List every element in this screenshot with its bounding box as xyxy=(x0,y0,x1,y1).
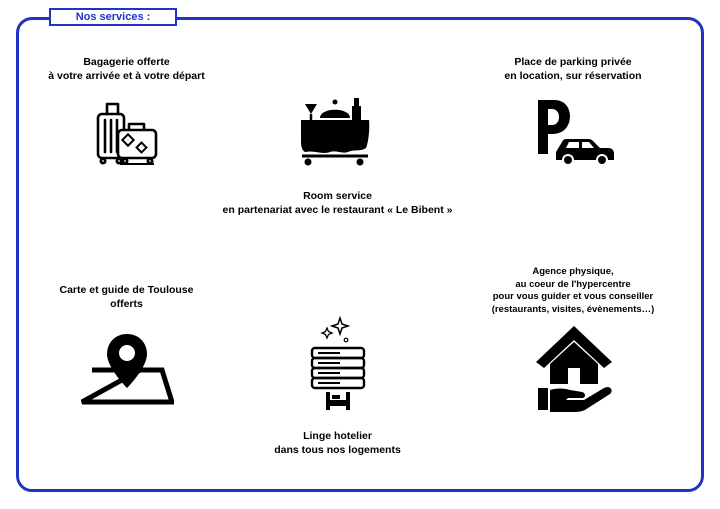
parking-title: Place de parking privée xyxy=(514,56,632,68)
luggage-title: Bagagerie offerte xyxy=(83,56,170,68)
agency-line2: au coeur de l'hypercentre xyxy=(515,278,631,290)
agency-line1: Agence physique, xyxy=(532,266,614,277)
luggage-subtitle: à votre arrivée et à votre départ xyxy=(48,69,205,82)
room-title: Room service xyxy=(303,190,372,202)
service-parking-label xyxy=(478,56,668,83)
linen-subtitle: dans tous nos logements xyxy=(274,443,401,456)
service-map-label xyxy=(34,284,219,311)
section-title: Nos services : xyxy=(49,8,177,26)
linen-bed-icon xyxy=(306,316,370,412)
service-agency-label xyxy=(458,266,688,316)
map-title: Carte et guide de Toulouse xyxy=(59,284,194,296)
luggage-icon xyxy=(92,100,160,166)
house-hand-icon xyxy=(534,322,614,414)
map-subtitle: offerts xyxy=(110,297,143,310)
service-linen-label xyxy=(245,430,430,457)
parking-subtitle: en location, sur réservation xyxy=(504,69,642,82)
services-frame xyxy=(16,17,704,492)
service-room-label xyxy=(205,190,470,217)
map-pin-icon xyxy=(80,330,174,406)
service-luggage-label xyxy=(34,56,219,83)
parking-car-icon xyxy=(536,98,616,168)
linen-title: Linge hotelier xyxy=(303,430,372,442)
room-subtitle: en partenariat avec le restaurant « Le Bibent » xyxy=(222,203,453,216)
agency-line4: (restaurants, visites, évènements…) xyxy=(491,303,655,315)
agency-line3: pour vous guider et vous conseiller xyxy=(492,291,654,302)
room-service-icon xyxy=(298,96,372,168)
